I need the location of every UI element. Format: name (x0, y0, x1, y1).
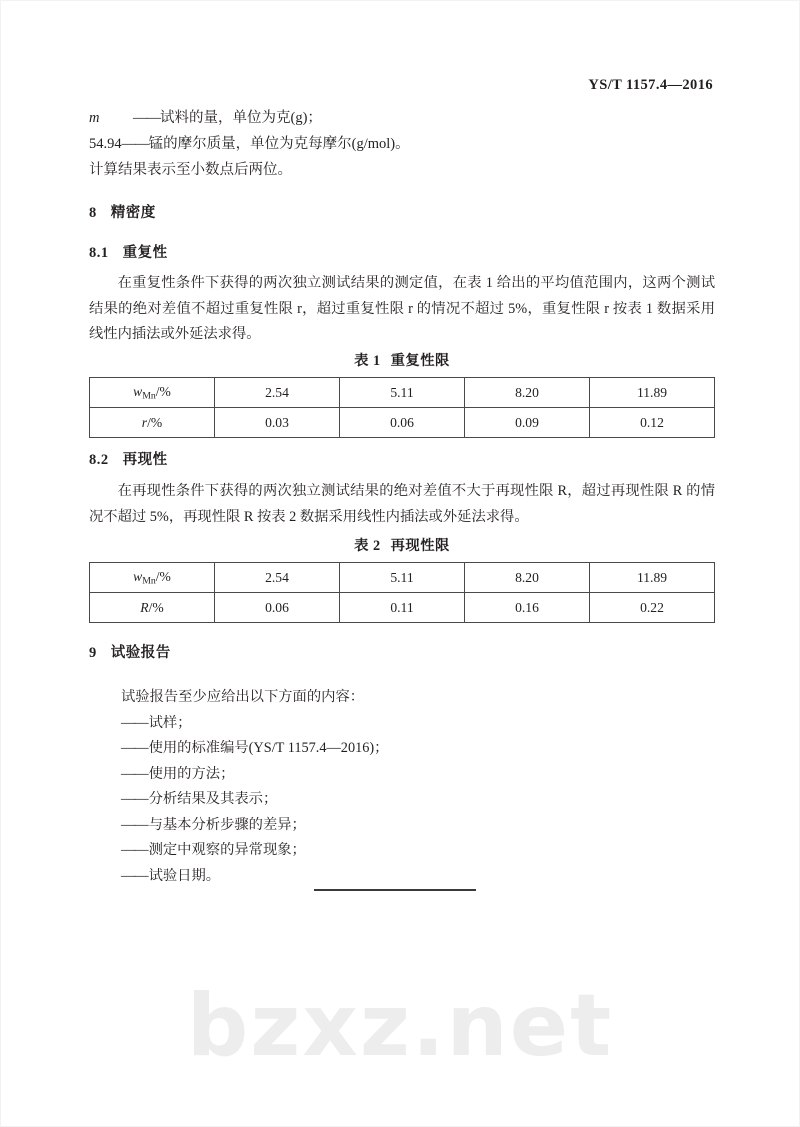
table-2-caption-title: 再现性限 (390, 538, 450, 554)
test-report-intro: 试验报告至少应给出以下方面的内容： (121, 689, 365, 705)
paragraph-reproducibility: 在再现性条件下获得的两次独立测试结果的绝对差值不大于再现性限 R，超过再现性限 R 的情况不超过 5%，再现性限 R 按表 2 数据采用线性内插法或外延法求得。 (89, 483, 715, 525)
table-1-cell-r2c4: 0.12 (590, 408, 715, 438)
list-item-dash-5: —— (121, 842, 148, 858)
table-1-cell-r2c1: 0.03 (215, 408, 340, 438)
table-2-row-1-header (90, 563, 215, 593)
table-2-cell-r1c1: 2.54 (215, 563, 340, 593)
table-1-row-2-header (90, 408, 215, 438)
table-2-cell-r2c4: 0.22 (590, 593, 715, 623)
table-1-caption-number: 1 (372, 353, 381, 369)
table-1-wrapper (89, 377, 715, 438)
definition-dash-1: —— (121, 136, 149, 152)
symbol-definition-list (89, 105, 715, 183)
table-repeatability-limit (89, 377, 715, 438)
table-2-unit-percent: /% (155, 568, 171, 584)
heading-section-8-1 (89, 241, 715, 262)
heading-section-8-number: 8 (89, 205, 97, 221)
list-item-dash-4: —— (121, 816, 148, 833)
table-row (90, 563, 715, 593)
definition-text-1: 锰的摩尔质量，单位为克每摩尔(g/mol)。 (148, 136, 410, 152)
definition-item-molar-mass (89, 131, 715, 157)
table-1-symbol-w: w (133, 383, 143, 399)
definition-text-0: 试料的量，单位为克(g)； (160, 110, 322, 126)
table-2-caption-number: 2 (372, 538, 381, 554)
list-item-text-0: 试样； (148, 714, 192, 731)
table-2-caption (89, 535, 715, 555)
table-2-cell-r1c4: 11.89 (590, 563, 715, 593)
list-item-dash-6: —— (121, 867, 148, 884)
list-item-dash-3: —— (121, 791, 148, 807)
definition-dash-0: —— (133, 110, 160, 126)
table-2-cell-r1c3: 8.20 (465, 563, 590, 593)
table-2-symbol-w: w (133, 568, 143, 584)
heading-section-8-2-number: 8.2 (89, 452, 109, 468)
heading-section-9-title: 试验报告 (110, 645, 171, 661)
list-item-text-4: 与基本分析步骤的差异； (148, 816, 306, 833)
heading-section-9 (89, 641, 715, 662)
list-item-text-1: 使用的标准编号(YS/T 1157.4—2016)； (148, 740, 389, 756)
table-1-subscript-mn: Mn (142, 390, 156, 402)
list-item-text-2: 使用的方法； (148, 765, 235, 782)
rounding-note: 计算结果表示至小数点后两位。 (89, 162, 292, 178)
list-item-text-3: 分析结果及其表示； (148, 791, 278, 807)
table-1-cell-r1c3: 8.20 (465, 378, 590, 408)
table-2-row-2-header (90, 593, 215, 623)
table-2-cell-r2c2: 0.11 (340, 593, 465, 623)
table-1-cell-r1c4: 11.89 (590, 378, 715, 408)
table-2-cell-r2c3: 0.16 (465, 593, 590, 623)
table-1-caption-label: 表 (354, 353, 369, 369)
list-item-text-6: 试验日期。 (148, 867, 221, 884)
list-item-dash-2: —— (121, 765, 148, 782)
symbol-54-94: 54.94 (89, 136, 122, 152)
test-report-list (89, 685, 715, 889)
table-1-unit-percent: /% (155, 383, 171, 399)
list-item-dash-0: —— (121, 714, 148, 731)
heading-section-8-2 (89, 448, 715, 469)
paragraph-repeatability: 在重复性条件下获得的两次独立测试结果的测定值，在表 1 给出的平均值范围内，这两个测试结果的绝对差值不超过重复性限 r，超过重复性限 r 的情况不超过 5%，重复性限 r 按表 1 数据采用线性内插法或外延法求得。 (89, 275, 715, 342)
list-item (121, 838, 715, 864)
list-item (121, 762, 715, 788)
heading-section-9-number: 9 (89, 645, 97, 661)
heading-section-8 (89, 201, 715, 222)
table-1-symbol-r: r (141, 414, 148, 430)
table-1-caption-title: 重复性限 (390, 353, 450, 369)
symbol-m: m (89, 110, 100, 126)
definition-item-m (89, 105, 715, 131)
table-2-unit-percent-2: /% (148, 599, 164, 615)
table-1-cell-r2c2: 0.06 (340, 408, 465, 438)
list-item (121, 787, 715, 813)
heading-section-8-2-title: 再现性 (122, 452, 168, 468)
end-of-document-rule (314, 889, 476, 891)
watermark-bzxz: bzxz.net (186, 976, 614, 1076)
table-2-cell-r1c2: 5.11 (340, 563, 465, 593)
table-1-caption (89, 350, 715, 370)
heading-section-8-1-title: 重复性 (122, 245, 168, 261)
list-item-dash-1: —— (121, 740, 148, 756)
table-2-cell-r2c1: 0.06 (215, 593, 340, 623)
list-item (121, 864, 715, 890)
table-1-unit-percent-2: /% (147, 414, 163, 430)
heading-section-8-1-number: 8.1 (89, 245, 109, 261)
list-item-text-5: 测定中观察的异常现象； (148, 842, 306, 858)
table-1-cell-r1c1: 2.54 (215, 378, 340, 408)
list-item (121, 813, 715, 839)
running-head-standard-number: YS/T 1157.4—2016 (588, 77, 713, 93)
table-row (90, 593, 715, 623)
table-2-wrapper (89, 562, 715, 623)
table-1-cell-r2c3: 0.09 (465, 408, 590, 438)
table-2-caption-label: 表 (354, 538, 369, 554)
table-2-subscript-mn: Mn (142, 575, 156, 587)
table-reproducibility-limit (89, 562, 715, 623)
list-item (121, 711, 715, 737)
table-1-cell-r1c2: 5.11 (340, 378, 465, 408)
table-row (90, 378, 715, 408)
table-row (90, 408, 715, 438)
list-item (121, 736, 715, 762)
heading-section-8-title: 精密度 (110, 205, 156, 221)
table-1-row-1-header (90, 378, 215, 408)
table-2-symbol-R: R (140, 599, 149, 615)
